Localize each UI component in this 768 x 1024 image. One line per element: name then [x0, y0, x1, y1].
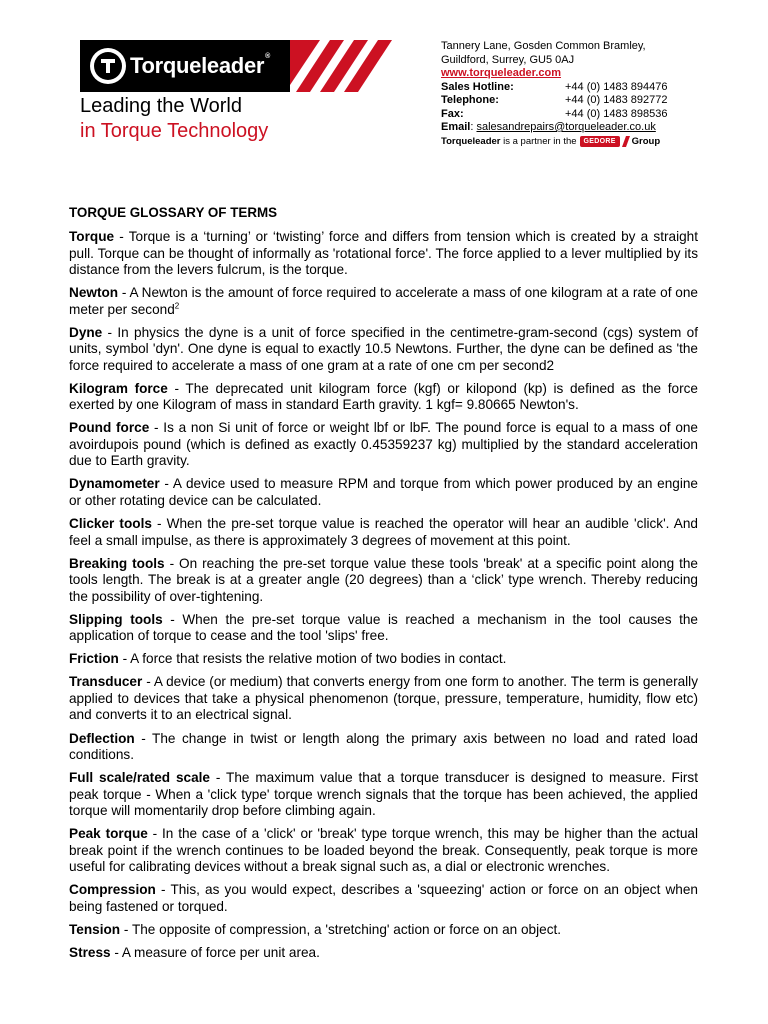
email-label: Email: [441, 121, 471, 133]
telephone-row: [441, 94, 721, 108]
partner-text: is a partner in the: [503, 135, 577, 147]
sales-hotline-value: +44 (0) 1483 894476: [565, 80, 668, 93]
telephone-label: Telephone:: [441, 94, 499, 106]
glossary-entry: [69, 420, 698, 470]
glossary-term: Dynamometer: [69, 476, 160, 492]
slogan-line-1: Leading the World: [80, 95, 242, 117]
glossary-term: Deflection: [69, 730, 135, 746]
glossary-definition: - Torque is a ‘turning’ or ‘twisting’ force and differs from tension which is created by a straight pull. Torque can be thought of informally as 'rotational force'. The force applied to a lever multiplied by its distance from the levers fulcrum, is the torque.: [69, 229, 698, 277]
website-link[interactable]: www.torqueleader.com: [441, 67, 562, 79]
glossary-entry: [69, 945, 698, 962]
glossary-term: Breaking tools: [69, 555, 165, 571]
fax-value: +44 (0) 1483 898536: [565, 107, 668, 120]
glossary-definition: - Is a non Si unit of force or weight lbf or lbF. The pound force is equal to a mass of one avoirdupois pound (which is defined as exactly 0.45359237 kg) multiplied by the standard acceleration due to Earth gravity.: [69, 420, 698, 469]
glossary-term: Tension: [69, 921, 121, 937]
glossary-term: Peak torque: [69, 826, 148, 842]
glossary-term: Full scale/rated scale: [69, 770, 210, 786]
glossary-definition: - The maximum value that a torque transducer is designed to measure. First peak torque - When a 'click type' torque wrench signals that the torque has been achieved, the applied torque will momentarily drop before climbing again.: [69, 770, 698, 819]
glossary-term: Kilogram force: [69, 380, 168, 396]
fax-label: Fax:: [441, 107, 464, 120]
glossary-entry: [69, 674, 698, 724]
glossary-entry: [69, 476, 698, 509]
glossary-title: TORQUE GLOSSARY OF TERMS: [69, 205, 278, 220]
glossary-term: Transducer: [69, 674, 143, 690]
glossary-definition: - This, as you would expect, describes a 'squeezing' action or force on an object when being fastened or torqued.: [69, 882, 698, 914]
glossary-term: Clicker tools: [69, 516, 152, 532]
glossary-definition: - A device used to measure RPM and torque from which power produced by an engine or other rotating device can be calculated.: [69, 476, 698, 508]
glossary-term: Pound force: [69, 420, 150, 436]
glossary-entry: [69, 229, 698, 279]
glossary-definition: - A force that resists the relative motion of two bodies in contact.: [118, 651, 507, 667]
glossary-entries: [69, 229, 698, 962]
glossary-definition: - A measure of force per unit area.: [110, 945, 320, 960]
glossary-definition: - The change in twist or length along the primary axis between no load and rated load conditions.: [69, 730, 698, 763]
partner-brand: Torqueleader: [441, 135, 501, 147]
glossary-entry: [69, 651, 698, 668]
logo-red-stripes-icon: [290, 40, 392, 92]
glossary-entry: [69, 826, 698, 876]
glossary-definition: - In physics the dyne is a unit of force specified in the centimetre-gram-second (cgs) system of units, symbol 'dyn'. One dyne is equal to exactly 10.5 Newtons. Further, the dyne can be defined as 'the force required to accelerate a mass of one gram at a rate of one cm per second2: [69, 324, 698, 373]
glossary-entry: [69, 922, 698, 939]
glossary-entry: [69, 516, 698, 549]
glossary-entry: [69, 381, 698, 414]
glossary-entry: [69, 770, 698, 820]
glossary-entry: [69, 612, 698, 645]
glossary-term: Dyne: [69, 324, 103, 340]
glossary-definition: - In the case of a 'click' or 'break' type torque wrench, this may be higher than the actual break point if the wrench continues to be loaded beyond the break. Consequently, peak torque is more useful for calibrating devices without a break signal such as, a dial or electronic wrenches.: [69, 826, 698, 875]
glossary-term: Newton: [69, 285, 119, 301]
torqueleader-logo: [80, 40, 392, 92]
address-line-1: Tannery Lane, Gosden Common Bramley,: [441, 40, 646, 52]
logo-t-emblem-icon: [90, 48, 126, 84]
gedore-stripe-icon: [622, 136, 630, 147]
partner-group-suffix: Group: [631, 135, 661, 147]
glossary-entry: [69, 731, 698, 764]
glossary-definition: - The deprecated unit kilogram force (kgf) or kilopond (kp) is defined as the force exerted by one Kilogram of mass in standard Earth gravity. 1 kgf= 9.80665 Newton's.: [69, 380, 698, 413]
fax-row: [441, 108, 721, 122]
glossary-definition: - A Newton is the amount of force required to accelerate a mass of one kilogram at a rate of one meter per second: [69, 285, 698, 317]
glossary-term: Torque: [69, 229, 115, 244]
glossary-definition: - The opposite of compression, a 'stretching' action or force on an object.: [120, 921, 562, 937]
address-line-2: Guildford, Surrey, GU5 0AJ: [441, 53, 575, 66]
glossary-term: Compression: [69, 882, 156, 898]
gedore-logo: GEDORE: [580, 136, 620, 147]
partner-line: [441, 135, 721, 149]
logo-black-panel: [80, 40, 290, 92]
logo-wordmark: Torqueleader®: [130, 53, 270, 78]
glossary-entry: [69, 285, 698, 318]
sales-hotline-label: Sales Hotline:: [441, 80, 514, 93]
telephone-value: +44 (0) 1483 892772: [565, 94, 668, 106]
glossary-definition: - When the pre-set torque value is reached a mechanism in the tool causes the application of torque to cease and the tool 'slips' free.: [69, 611, 698, 644]
glossary-entry: [69, 325, 698, 375]
glossary-definition: - When the pre-set torque value is reached the operator will hear an audible 'click'. And feel a small impulse, as there is approximately 3 degrees of movement at this point.: [69, 516, 698, 548]
glossary-definition: - On reaching the pre-set torque value these tools 'break' at a specific point along the tools length. The break is at a greater angle (20 degrees) than a ‘click’ type wrench. Thereby reducing the possibility of over-tightening.: [69, 555, 698, 604]
slogan-line-2: in Torque Technology: [80, 120, 269, 142]
glossary-entry: [69, 556, 698, 606]
contact-block: [441, 40, 721, 148]
glossary-entry: [69, 882, 698, 915]
sales-hotline-row: [441, 81, 721, 95]
glossary: [69, 205, 698, 968]
glossary-term: Friction: [69, 651, 119, 667]
email-link[interactable]: salesandrepairs@torqueleader.co.uk: [476, 121, 656, 133]
glossary-definition: - A device (or medium) that converts energy from one form to another. The term is generally applied to devices that take a physical phenomenon (torque, pressure, temperature, humidity, flow etc) and converts it to an electrical signal.: [69, 674, 698, 723]
glossary-term: Stress: [69, 945, 111, 960]
slogan: [80, 94, 268, 144]
glossary-superscript: 2: [174, 301, 180, 311]
email-row: Email: salesandrepairs@torqueleader.co.uk: [441, 121, 656, 133]
glossary-term: Slipping tools: [69, 611, 163, 627]
